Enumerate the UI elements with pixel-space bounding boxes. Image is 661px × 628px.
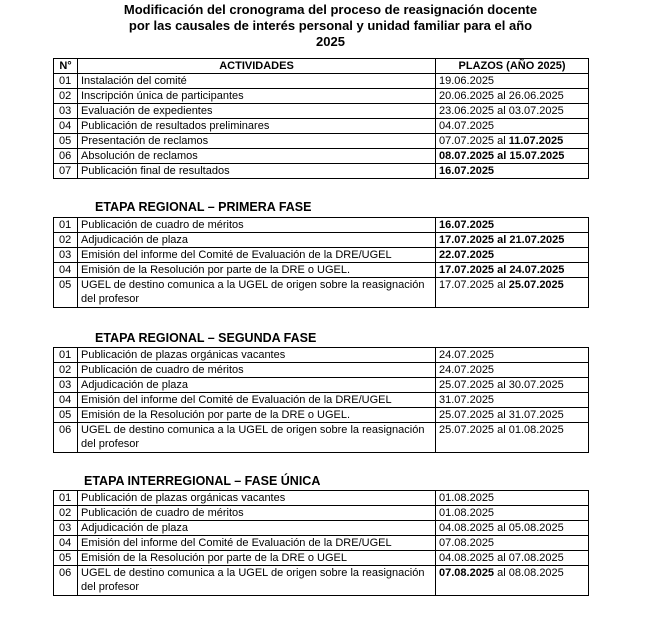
activity-cell: UGEL de destino comunica a la UGEL de origen sobre la reasignación del profesor [78,566,436,596]
activity-cell: Adjudicación de plaza [78,521,436,536]
activity-cell: Presentación de reclamos [78,134,436,149]
table-row [54,551,589,566]
schedule-table-interregional [53,490,589,596]
deadline-cell [436,278,589,308]
deadline-cell [436,218,589,233]
activity-cell: Absolución de reclamos [78,149,436,164]
schedule-table-general [53,58,589,179]
table-row [54,536,589,551]
row-number: 04 [54,263,78,278]
deadline-cell [436,378,589,393]
title-line-2: por las causales de interés personal y unidad familiar para el año [128,18,533,33]
table-row [54,218,589,233]
row-number: 01 [54,348,78,363]
row-number: 04 [54,536,78,551]
table-row [54,348,589,363]
row-number: 05 [54,134,78,149]
table-row [54,248,589,263]
deadline-text: 04.08.2025 al 07.08.2025 [439,552,564,564]
deadline-text: 08.07.2025 al 15.07.2025 [439,150,565,162]
deadline-text: 01.08.2025 [439,507,495,519]
row-number: 03 [54,248,78,263]
activity-cell: Adjudicación de plaza [78,378,436,393]
schedule-table-segunda-fase [53,347,589,453]
deadline-cell [436,248,589,263]
deadline-cell [436,89,589,104]
deadline-cell [436,566,589,596]
deadline-cell [436,164,589,179]
deadline-text: 20.06.2025 al 26.06.2025 [439,90,564,102]
activity-cell: Publicación de resultados preliminares [78,119,436,134]
row-number: 06 [54,149,78,164]
table-row [54,74,589,89]
deadline-cell [436,134,589,149]
activity-cell: Emisión de la Resolución por parte de la DRE o UGEL. [78,263,436,278]
activity-cell: UGEL de destino comunica a la UGEL de origen sobre la reasignación del profesor [78,278,436,308]
deadline-cell [436,119,589,134]
table-row [54,521,589,536]
deadline-cell [436,348,589,363]
table-row [54,378,589,393]
deadline-text: 04.07.2025 [439,120,495,132]
table-row [54,506,589,521]
deadline-text: 17.07.2025 al 21.07.2025 [439,234,565,246]
row-number: 05 [54,278,78,308]
row-number: 04 [54,119,78,134]
table-row [54,164,589,179]
deadline-text: 25.07.2025 al 30.07.2025 [439,379,564,391]
activity-cell: UGEL de destino comunica a la UGEL de origen sobre la reasignación del profesor [78,423,436,453]
deadline-text: 07.07.2025 al [439,135,509,147]
deadline-cell [436,551,589,566]
table-row [54,363,589,378]
deadline-text: 07.08.2025 [439,567,495,579]
section-title-segunda-fase: ETAPA REGIONAL – SEGUNDA FASE [95,331,317,345]
row-number: 06 [54,566,78,596]
deadline-text: 23.06.2025 al 03.07.2025 [439,105,564,117]
deadline-cell [436,104,589,119]
deadline-text: 22.07.2025 [439,249,495,261]
deadline-text: 25.07.2025 al 31.07.2025 [439,409,564,421]
section-title-primera-fase: ETAPA REGIONAL – PRIMERA FASE [95,200,312,214]
schedule-table-primera-fase [53,217,589,308]
row-number: 03 [54,104,78,119]
row-number: 02 [54,363,78,378]
table-row [54,104,589,119]
document-title [0,2,661,50]
activity-cell: Publicación final de resultados [78,164,436,179]
deadline-cell [436,263,589,278]
deadline-text: 24.07.2025 [439,364,495,376]
table-row [54,408,589,423]
deadline-text: 19.06.2025 [439,75,495,87]
activity-cell: Publicación de cuadro de méritos [78,218,436,233]
title-line-1: Modificación del cronograma del proceso de reasignación docente [123,2,538,17]
row-number: 03 [54,378,78,393]
header-num: N° [54,59,78,74]
deadline-text: al 08.08.2025 [494,567,564,579]
table-row [54,491,589,506]
row-number: 01 [54,74,78,89]
activity-cell: Publicación de cuadro de méritos [78,506,436,521]
deadline-text: 01.08.2025 [439,492,495,504]
row-number: 01 [54,218,78,233]
activity-cell: Emisión de la Resolución por parte de la DRE o UGEL. [78,408,436,423]
deadline-cell [436,491,589,506]
deadline-text: 07.08.2025 [439,537,495,549]
row-number: 02 [54,233,78,248]
row-number: 01 [54,491,78,506]
deadline-cell [436,393,589,408]
table-row [54,233,589,248]
deadline-cell [436,74,589,89]
activity-cell: Emisión del informe del Comité de Evaluación de la DRE/UGEL [78,536,436,551]
header-actividades: ACTIVIDADES [78,59,436,74]
row-number: 05 [54,551,78,566]
deadline-text: 16.07.2025 [439,165,495,177]
table-row [54,119,589,134]
activity-cell: Publicación de plazas orgánicas vacantes [78,491,436,506]
deadline-text: 16.07.2025 [439,219,495,231]
table-row [54,89,589,104]
table-row [54,278,589,308]
activity-cell: Emisión de la Resolución por parte de la DRE o UGEL [78,551,436,566]
deadline-text: 25.07.2025 [508,279,564,291]
deadline-text: 31.07.2025 [439,394,495,406]
deadline-cell [436,536,589,551]
activity-cell: Inscripción única de participantes [78,89,436,104]
row-number: 07 [54,164,78,179]
row-number: 06 [54,423,78,453]
table-row [54,423,589,453]
activity-cell: Instalación del comité [78,74,436,89]
activity-cell: Publicación de cuadro de méritos [78,363,436,378]
deadline-cell [436,233,589,248]
activity-cell: Emisión del informe del Comité de Evaluación de la DRE/UGEL [78,393,436,408]
title-line-3: 2025 [316,34,345,49]
deadline-text: 11.07.2025 [508,135,564,147]
row-number: 02 [54,506,78,521]
deadline-cell [436,363,589,378]
activity-cell: Evaluación de expedientes [78,104,436,119]
table-row [54,149,589,164]
section-title-interregional: ETAPA INTERREGIONAL – FASE ÚNICA [84,474,321,488]
table-row [54,134,589,149]
deadline-text: 24.07.2025 [439,349,495,361]
row-number: 02 [54,89,78,104]
activity-cell: Publicación de plazas orgánicas vacantes [78,348,436,363]
deadline-cell [436,423,589,453]
row-number: 05 [54,408,78,423]
deadline-cell [436,521,589,536]
table-row [54,263,589,278]
table-row [54,566,589,596]
deadline-cell [436,408,589,423]
row-number: 03 [54,521,78,536]
deadline-text: 17.07.2025 al [439,279,509,291]
activity-cell: Emisión del informe del Comité de Evaluación de la DRE/UGEL [78,248,436,263]
row-number: 04 [54,393,78,408]
deadline-cell [436,149,589,164]
table-row [54,393,589,408]
deadline-text: 04.08.2025 al 05.08.2025 [439,522,564,534]
deadline-text: 17.07.2025 al 24.07.2025 [439,264,565,276]
deadline-cell [436,506,589,521]
header-plazos: PLAZOS (AÑO 2025) [436,59,589,74]
deadline-text: 25.07.2025 al 01.08.2025 [439,424,564,436]
activity-cell: Adjudicación de plaza [78,233,436,248]
